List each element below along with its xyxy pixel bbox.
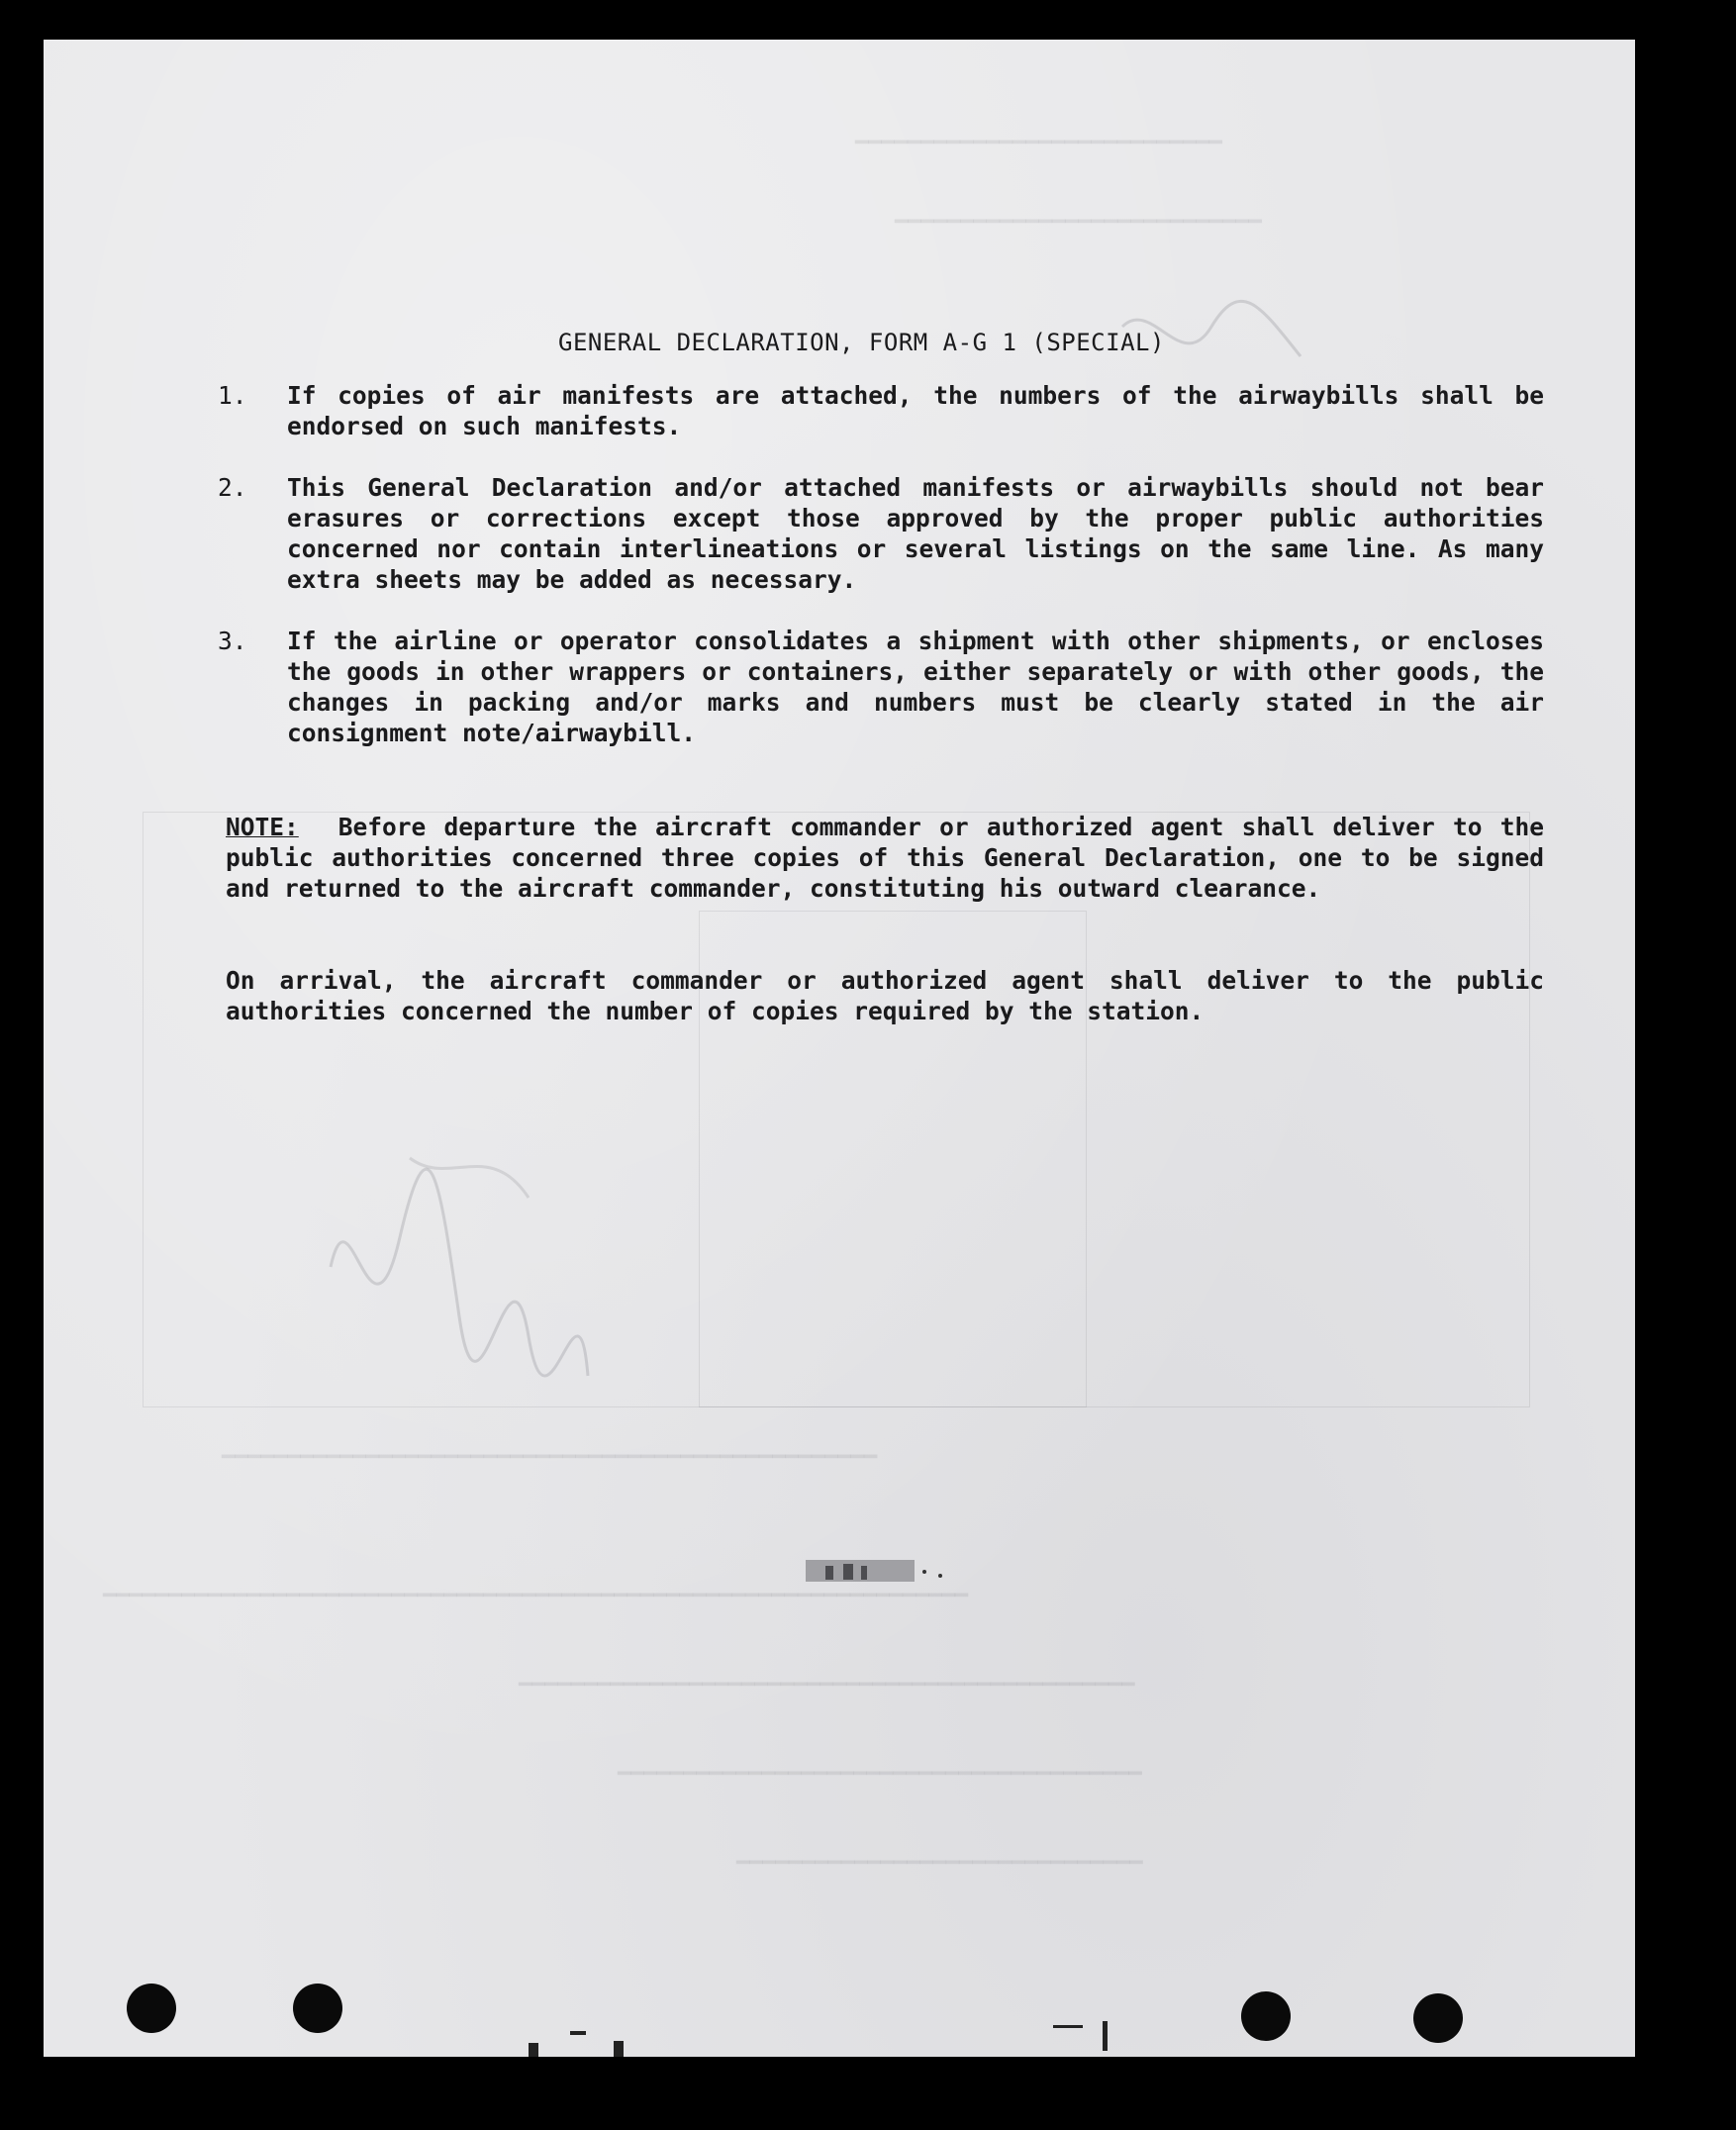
- item-text: If copies of air manifests are attached, the numbers of the airwaybills shall be endorsed on such manifests.: [287, 381, 1544, 440]
- note-text: Before departure the aircraft commander or authorized agent shall deliver to the public authorities concerned three copies of this General Declaration, one to be signed and returned to the aircraft commander, constituting his outward clearance.: [226, 813, 1544, 903]
- binder-hole: [293, 1984, 342, 2033]
- show-through-text: ━━━━━━━━━━━━━━━━━━━━━━━━━━━━: [895, 210, 1262, 235]
- note-paragraph: [226, 812, 1544, 904]
- scan-speck: [1103, 2021, 1108, 2051]
- item-number: 2.: [218, 473, 247, 502]
- document-page: [44, 40, 1635, 2057]
- scan-speck: [570, 2031, 586, 2035]
- scan-speck: [529, 2043, 538, 2057]
- show-through-text: ━━━━━━━━━━━━━━━━━━━━━━━━━━━━━━━: [736, 1851, 1143, 1876]
- show-through-text: ━━━━━━━━━━━━━━━━━━━━━━━━━━━━━━━━━━━━━━━━━━━━━━━━━━━━━━━━━━━━━━━━━━: [103, 1584, 969, 1608]
- item-text: If the airline or operator consolidates a shipment with other shipments, or encloses the goods in other wrappers or containers, either separately or with other goods, the changes in packing and/or marks and numbers must be clearly stated in the air consignment note/airwaybill.: [287, 627, 1544, 747]
- show-through-text: ━━━━━━━━━━━━━━━━━━━━━━━━━━━━: [855, 131, 1222, 155]
- show-through-text: ━━━━━━━━━━━━━━━━━━━━━━━━━━━━━━━━━━━━━━━━━━━━━━━━━━: [222, 1445, 878, 1470]
- scan-speck: [614, 2041, 624, 2057]
- item-number: 3.: [218, 627, 247, 655]
- scan-speck: [1053, 2025, 1083, 2028]
- stamp-smudge: [766, 1542, 984, 1611]
- binder-hole: [1413, 1993, 1463, 2043]
- item-text: This General Declaration and/or attached manifests or airwaybills should not bear erasures or corrections except those approved by the proper public authorities concerned nor contain interlineations or several listings on the same line. As many extra sheets may be added as necessary.: [287, 473, 1544, 594]
- note-label: NOTE:: [226, 813, 299, 841]
- binder-hole: [1241, 1991, 1291, 2041]
- show-through-text: ━━━━━━━━━━━━━━━━━━━━━━━━━━━━━━━━━━━━━━━━━━━━━━━: [519, 1673, 1135, 1697]
- show-through-handwriting: [291, 1118, 687, 1415]
- document-title: GENERAL DECLARATION, FORM A-G 1 (SPECIAL): [558, 329, 1165, 356]
- arrival-paragraph: On arrival, the aircraft commander or authorized agent shall deliver to the public authorities concerned the number of copies required by the station.: [226, 966, 1544, 1025]
- binder-hole: [127, 1984, 176, 2033]
- item-number: 1.: [218, 381, 247, 410]
- show-through-text: ━━━━━━━━━━━━━━━━━━━━━━━━━━━━━━━━━━━━━━━━: [618, 1762, 1142, 1787]
